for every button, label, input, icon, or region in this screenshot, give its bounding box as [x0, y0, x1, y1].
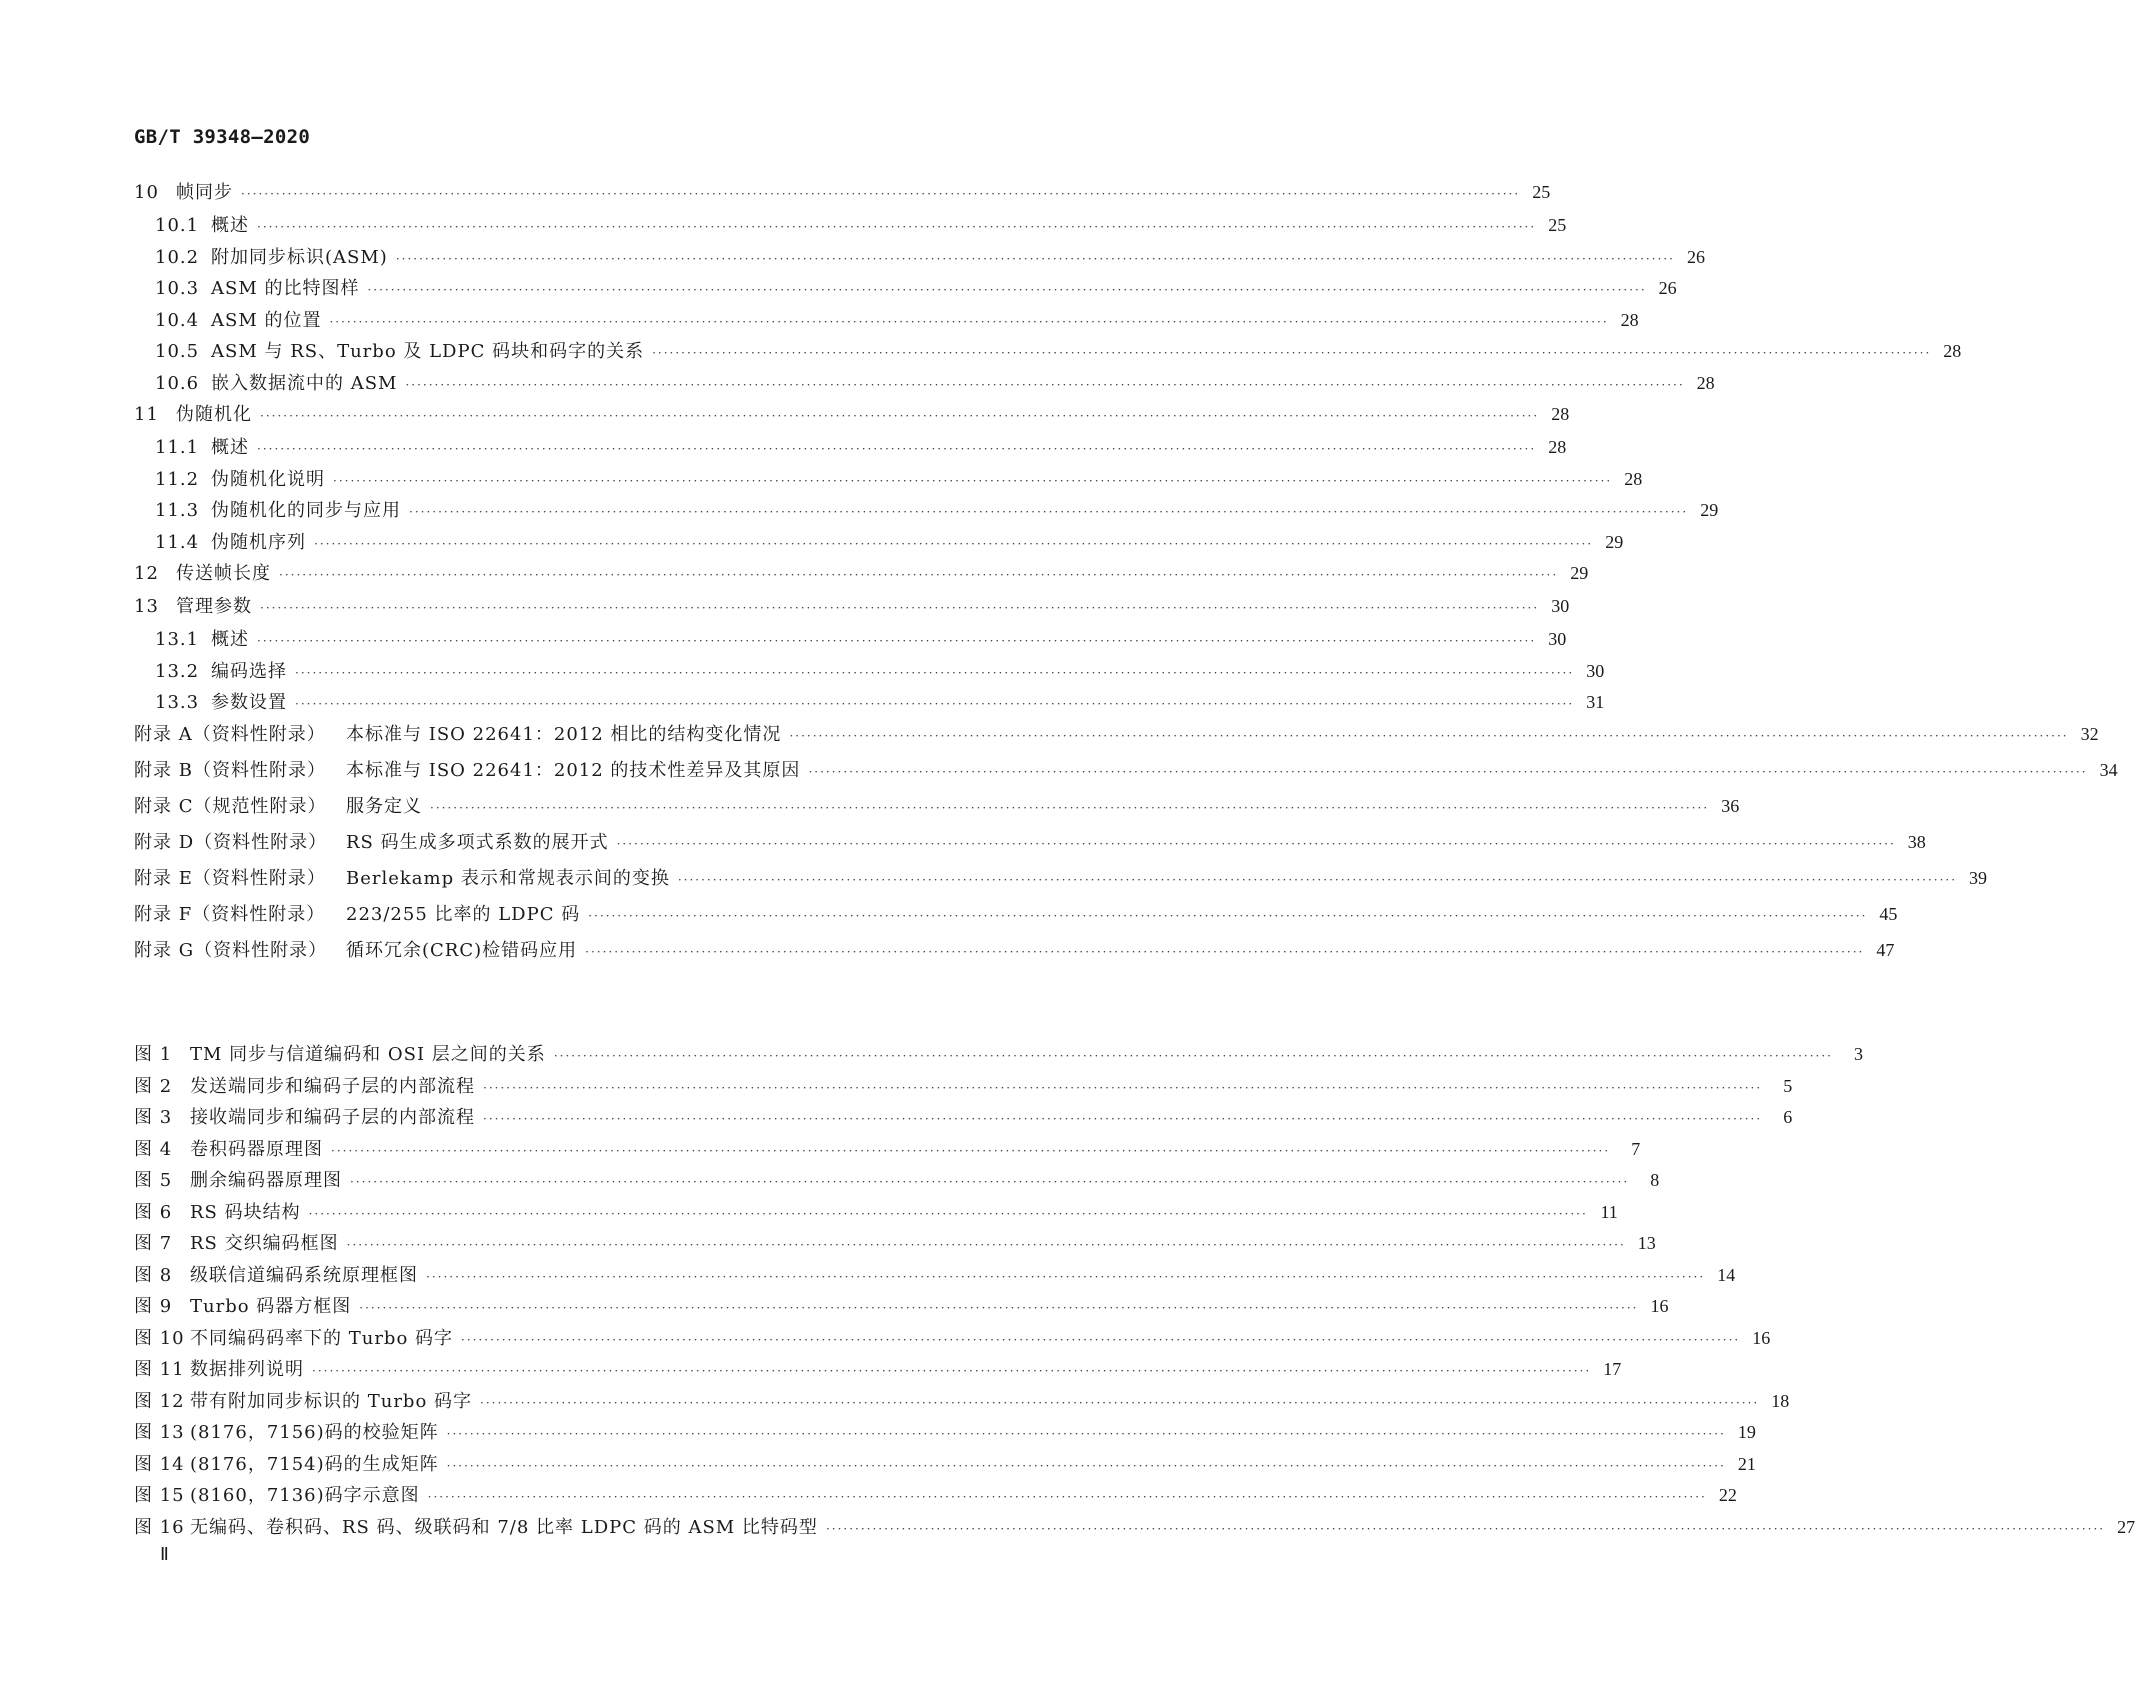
appendix-entry[interactable]: [134, 936, 1895, 972]
entry-label: [134, 828, 609, 854]
entry-number: 12: [134, 563, 159, 584]
entry-number: 图 8: [134, 1264, 173, 1286]
figure-entry[interactable]: [134, 1481, 1737, 1513]
entry-number: 10.6: [155, 372, 200, 394]
entry-number: 图 10: [134, 1327, 185, 1349]
entry-title: Turbo 码器方框图: [190, 1296, 352, 1317]
dot-leader: ····························································································································································································································: [461, 1332, 1741, 1347]
entry-page-number: 28: [1620, 309, 1639, 330]
dot-leader: ····························································································································································································································: [409, 505, 1689, 519]
dot-leader: ····························································································································································································································: [308, 1206, 1588, 1221]
entry-page-number: 29: [1570, 563, 1589, 583]
dot-leader: ····························································································································································································································: [331, 1143, 1611, 1158]
entry-label: [134, 1450, 439, 1476]
entry-page-number: 21: [1737, 1453, 1756, 1474]
entry-page-number: 11: [1600, 1201, 1618, 1222]
entry-number: 10.4: [155, 309, 200, 331]
entry-title: ASM 的位置: [211, 309, 322, 331]
figure-entry[interactable]: [134, 1198, 1618, 1230]
entry-title: RS 码块结构: [190, 1201, 301, 1223]
dot-leader: ····························································································································································································································: [808, 764, 2088, 779]
entry-title: 接收端同步和编码子层的内部流程: [190, 1107, 475, 1128]
toc-entry[interactable]: [134, 528, 1624, 560]
entry-label: [155, 211, 249, 237]
entry-title: 发送端同步和编码子层的内部流程: [190, 1075, 475, 1097]
figure-entry[interactable]: [134, 1292, 1669, 1324]
entry-page-number: 17: [1603, 1359, 1622, 1379]
entry-title: 伪随机化的同步与应用: [211, 500, 401, 521]
dot-leader: ····························································································································································································································: [480, 1395, 1760, 1410]
toc-entry[interactable]: [134, 211, 1567, 243]
dot-leader: ····························································································································································································································: [260, 409, 1540, 423]
page-number: Ⅱ: [160, 1544, 169, 1564]
entry-number: 图 11: [134, 1359, 185, 1380]
entry-title: 数据排列说明: [190, 1359, 304, 1380]
entry-title: 附加同步标识(ASM): [211, 246, 388, 268]
entry-label: [134, 792, 422, 818]
entry-label: [134, 178, 233, 204]
entry-label: [134, 1166, 342, 1192]
dot-leader: ····························································································································································································································: [257, 220, 1537, 234]
entry-title: 概述: [211, 629, 249, 650]
entry-title: 带有附加同步标识的 Turbo 码字: [190, 1390, 473, 1412]
entry-page-number: 29: [1700, 500, 1719, 520]
entry-number: 11.1: [155, 437, 200, 458]
entry-title: 无编码、卷积码、RS 码、级联码和 7/8 比率 LDPC 码的 ASM 比特码型: [190, 1516, 818, 1538]
toc-entry[interactable]: [134, 592, 1570, 625]
entry-title: 循环冗余(CRC)检错码应用: [346, 939, 578, 961]
entry-page-number: 7: [1631, 1138, 1641, 1159]
entry-page-number: 6: [1783, 1107, 1793, 1127]
toc-entry[interactable]: [134, 243, 1705, 275]
entry-page-number: 45: [1879, 903, 1898, 924]
dot-leader: ····························································································································································································································: [312, 1364, 1592, 1378]
entry-title: 删余编码器原理图: [190, 1170, 342, 1191]
figure-entry[interactable]: [134, 1261, 1736, 1293]
entry-page-number: 13: [1637, 1233, 1656, 1253]
entry-number: 13.3: [155, 692, 200, 713]
entry-number: 附录 C（规范性附录）: [134, 795, 327, 817]
entry-label: [134, 1135, 323, 1161]
toc-entry[interactable]: [134, 657, 1605, 689]
entry-title: 223/255 比率的 LDPC 码: [346, 903, 581, 925]
entry-page-number: 28: [1624, 468, 1643, 489]
entry-page-number: 16: [1650, 1296, 1669, 1316]
entry-label: [134, 1324, 453, 1350]
entry-label: [155, 306, 321, 332]
entry-number: 13.1: [155, 629, 200, 650]
dot-leader: ····························································································································································································································: [350, 1175, 1630, 1189]
entry-title: 服务定义: [346, 795, 422, 817]
entry-label: [155, 496, 401, 522]
figure-entry[interactable]: [134, 1229, 1656, 1261]
entry-page-number: 30: [1551, 596, 1570, 616]
appendix-entry[interactable]: [134, 792, 1740, 828]
entry-page-number: 39: [1969, 867, 1988, 888]
toc-entry[interactable]: [134, 433, 1567, 465]
entry-number: 10.1: [155, 215, 200, 236]
entry-number: 图 5: [134, 1170, 173, 1191]
entry-title: 嵌入数据流中的 ASM: [211, 372, 398, 394]
entry-number: 13: [134, 596, 159, 617]
entry-label: [134, 720, 781, 746]
dot-leader: ····························································································································································································································: [279, 568, 1559, 582]
list-of-figures: [134, 1040, 2135, 1544]
entry-label: [155, 274, 359, 300]
entry-label: [155, 625, 249, 651]
entry-label: [134, 756, 800, 782]
entry-title: 不同编码码率下的 Turbo 码字: [190, 1327, 454, 1349]
entry-number: 13.2: [155, 660, 200, 682]
entry-number: 图 16: [134, 1516, 185, 1538]
entry-title: 本标准与 ISO 22641：2012 相比的结构变化情况: [346, 723, 782, 745]
entry-page-number: 19: [1737, 1422, 1756, 1442]
entry-label: [155, 528, 306, 554]
entry-number: 附录 F（资料性附录）: [134, 903, 326, 925]
entry-title: 编码选择: [211, 660, 287, 682]
entry-label: [134, 1040, 546, 1066]
entry-title: 本标准与 ISO 22641：2012 的技术性差异及其原因: [346, 759, 801, 781]
entry-page-number: 28: [1551, 404, 1570, 424]
figure-entry[interactable]: [134, 1513, 2135, 1545]
entry-page-number: 8: [1650, 1170, 1660, 1190]
entry-number: 附录 G（资料性附录）: [134, 939, 328, 961]
entry-label: [134, 1387, 472, 1413]
entry-number: 10.3: [155, 278, 200, 299]
figure-entry[interactable]: [134, 1387, 1790, 1419]
entry-title: 伪随机序列: [211, 531, 306, 553]
entry-number: 附录 A（资料性附录）: [134, 723, 326, 745]
figure-entry[interactable]: [134, 1418, 1756, 1450]
dot-leader: ····························································································································································································································: [257, 442, 1537, 456]
figure-entry[interactable]: [134, 1166, 1660, 1198]
entry-number: 附录 E（资料性附录）: [134, 867, 326, 889]
toc-entry[interactable]: [134, 337, 1962, 369]
dot-leader: ····························································································································································································································: [585, 944, 1865, 959]
entry-title: 参数设置: [211, 692, 287, 713]
entry-page-number: 14: [1717, 1264, 1736, 1285]
entry-title: 伪随机化说明: [211, 468, 325, 490]
dot-leader: ····························································································································································································································: [346, 1238, 1626, 1252]
entry-label: [155, 337, 644, 363]
entry-label: [134, 1103, 475, 1129]
entry-page-number: 30: [1548, 629, 1567, 649]
entry-title: (8176，7154)码的生成矩阵: [190, 1453, 439, 1475]
figure-entry[interactable]: [134, 1324, 1771, 1356]
entry-page-number: 26: [1658, 278, 1677, 298]
entry-page-number: 38: [1907, 831, 1926, 852]
entry-label: [134, 1229, 339, 1255]
entry-label: [134, 1292, 351, 1318]
figure-entry[interactable]: [134, 1355, 1622, 1387]
toc-entry[interactable]: [134, 559, 1589, 592]
entry-label: [134, 1072, 475, 1098]
toc-entry[interactable]: [134, 178, 1551, 211]
entry-number: 10: [134, 182, 159, 203]
toc-entry[interactable]: [134, 369, 1715, 401]
entry-page-number: 18: [1771, 1390, 1790, 1411]
entry-number: 图 7: [134, 1233, 173, 1254]
entry-page-number: 22: [1718, 1485, 1737, 1505]
entry-number: 图 9: [134, 1296, 173, 1317]
entry-label: [134, 864, 670, 890]
toc-entry[interactable]: [134, 306, 1639, 338]
entry-title: 级联信道编码系统原理框图: [190, 1264, 418, 1286]
entry-page-number: 28: [1943, 341, 1962, 361]
dot-leader: ····························································································································································································································: [295, 697, 1575, 711]
entry-number: 图 13: [134, 1422, 185, 1443]
entry-label: [155, 369, 397, 395]
entry-page-number: 30: [1586, 660, 1605, 681]
toc-entry[interactable]: [134, 688, 1605, 720]
entry-title: 概述: [211, 215, 249, 236]
entry-page-number: 29: [1605, 531, 1624, 552]
entry-page-number: 31: [1586, 692, 1605, 712]
figure-entry[interactable]: [134, 1040, 1863, 1072]
dot-leader: ····························································································································································································································: [427, 1490, 1707, 1504]
entry-page-number: 28: [1696, 372, 1715, 393]
entry-title: RS 码生成多项式系数的展开式: [346, 831, 609, 853]
entry-label: [155, 243, 388, 269]
entry-number: 图 15: [134, 1485, 185, 1506]
entry-number: 附录 D（资料性附录）: [134, 831, 328, 853]
dot-leader: ····························································································································································································································: [257, 634, 1537, 648]
dot-leader: ····························································································································································································································: [395, 251, 1675, 266]
entry-label: [134, 1198, 301, 1224]
entry-page-number: 47: [1876, 939, 1895, 960]
entry-label: [134, 1418, 439, 1444]
entry-page-number: 5: [1783, 1075, 1793, 1096]
entry-page-number: 32: [2080, 723, 2099, 744]
table-of-contents: [134, 178, 2118, 972]
dot-leader: ····························································································································································································································: [430, 800, 1710, 815]
entry-number: 图 4: [134, 1138, 173, 1160]
toc-entry[interactable]: [134, 400, 1570, 433]
entry-title: 伪随机化: [176, 404, 252, 425]
entry-number: 图 1: [134, 1044, 173, 1065]
figure-entry[interactable]: [134, 1072, 1793, 1104]
entry-page-number: 25: [1548, 215, 1567, 235]
entry-label: [134, 1355, 304, 1381]
entry-title: (8160，7136)码字示意图: [190, 1485, 420, 1506]
entry-page-number: 28: [1548, 437, 1567, 457]
entry-number: 图 2: [134, 1075, 173, 1097]
dot-leader: ····························································································································································································································: [260, 601, 1540, 615]
entry-number: 图 12: [134, 1390, 185, 1412]
entry-label: [155, 688, 287, 714]
entry-label: [134, 559, 271, 585]
dot-leader: ····························································································································································································································: [677, 872, 1958, 887]
entry-number: 附录 B（资料性附录）: [134, 759, 326, 781]
dot-leader: ····························································································································································································································: [789, 728, 2069, 743]
entry-label: [134, 1513, 818, 1539]
dot-leader: ····························································································································································································································: [359, 1301, 1639, 1315]
appendix-entry[interactable]: [134, 720, 2099, 756]
standard-number: GB/T 39348—2020: [134, 126, 311, 148]
entry-label: [134, 1261, 418, 1287]
dot-leader: ····························································································································································································································: [367, 283, 1647, 297]
dot-leader: ····························································································································································································································: [333, 473, 1613, 488]
entry-label: [134, 592, 252, 618]
entry-label: [155, 433, 249, 459]
entry-number: 10.5: [155, 341, 200, 362]
entry-number: 图 14: [134, 1453, 185, 1475]
entry-number: 11.3: [155, 500, 200, 521]
figure-entry[interactable]: [134, 1135, 1641, 1167]
dot-leader: ····························································································································································································································: [314, 536, 1594, 551]
entry-number: 图 6: [134, 1201, 173, 1223]
entry-page-number: 3: [1854, 1044, 1863, 1064]
toc-entry[interactable]: [134, 274, 1677, 306]
entry-page-number: 26: [1687, 246, 1705, 267]
entry-label: [155, 465, 325, 491]
dot-leader: ····························································································································································································································: [616, 836, 1896, 851]
entry-page-number: 36: [1721, 795, 1740, 816]
dot-leader: ····························································································································································································································: [825, 1521, 2106, 1536]
dot-leader: ····························································································································································································································: [652, 346, 1932, 360]
figure-entry[interactable]: [134, 1103, 1793, 1135]
dot-leader: ····························································································································································································································: [446, 1458, 1726, 1473]
dot-leader: ····························································································································································································································: [483, 1112, 1763, 1126]
entry-title: 帧同步: [176, 182, 233, 203]
entry-title: 概述: [211, 437, 249, 458]
figure-entry[interactable]: [134, 1450, 1756, 1482]
dot-leader: ····························································································································································································································: [241, 187, 1521, 201]
appendix-entry[interactable]: [134, 864, 1988, 900]
entry-label: [134, 400, 252, 426]
dot-leader: ····························································································································································································································: [553, 1049, 1833, 1063]
entry-page-number: 16: [1752, 1327, 1771, 1348]
document-header: [134, 126, 310, 148]
entry-number: 11.2: [155, 468, 200, 490]
entry-label: [155, 657, 287, 683]
dot-leader: ····························································································································································································································: [483, 1080, 1763, 1095]
toc-entry[interactable]: [134, 465, 1643, 497]
entry-title: ASM 的比特图样: [211, 278, 360, 299]
entry-page-number: 34: [2099, 759, 2118, 780]
appendix-entry[interactable]: [134, 828, 1926, 864]
dot-leader: ····························································································································································································································: [329, 314, 1609, 329]
entry-label: [134, 900, 580, 926]
entry-title: RS 交织编码框图: [190, 1233, 339, 1254]
entry-label: [134, 936, 577, 962]
entry-title: TM 同步与信道编码和 OSI 层之间的关系: [190, 1044, 546, 1065]
dot-leader: ····························································································································································································································: [405, 377, 1685, 392]
dot-leader: ····························································································································································································································: [588, 908, 1868, 923]
entry-number: 图 3: [134, 1107, 173, 1128]
dot-leader: ····························································································································································································································: [446, 1427, 1726, 1441]
entry-number: 10.2: [155, 246, 200, 268]
entry-title: 管理参数: [176, 596, 252, 617]
entry-title: 卷积码器原理图: [190, 1138, 323, 1160]
appendix-entry[interactable]: [134, 900, 1898, 936]
entry-title: 传送帧长度: [176, 563, 271, 584]
appendix-entry[interactable]: [134, 756, 2118, 792]
entry-label: [134, 1481, 420, 1507]
entry-title: (8176，7156)码的校验矩阵: [190, 1422, 439, 1443]
entry-number: 11.4: [155, 531, 200, 553]
entry-title: ASM 与 RS、Turbo 及 LDPC 码块和码字的关系: [211, 341, 645, 362]
entry-page-number: 25: [1532, 182, 1551, 202]
dot-leader: ····························································································································································································································: [295, 665, 1575, 680]
toc-entry[interactable]: [134, 496, 1719, 528]
toc-entry[interactable]: [134, 625, 1567, 657]
entry-page-number: 27: [2117, 1516, 2135, 1537]
entry-number: 11: [134, 404, 159, 425]
entry-title: Berlekamp 表示和常规表示间的变换: [346, 867, 670, 889]
dot-leader: ····························································································································································································································: [426, 1269, 1706, 1284]
